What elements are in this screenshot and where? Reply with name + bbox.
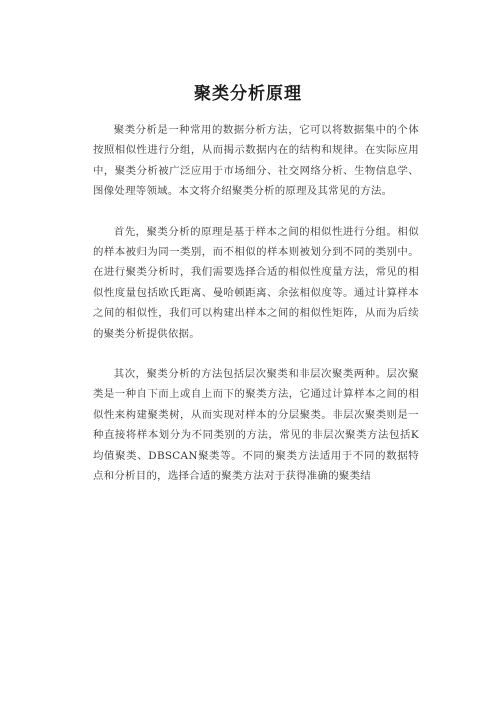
document-body [93, 120, 419, 507]
paragraph-principle: 首先，聚类分析的原理是基于样本之间的相似性进行分组。相似的样本被归为同一类别，而不相似的样本则被划分到不同的类别中。在进行聚类分析时，我们需要选择合适的相似性度量方法，常见的相似性度量包括欧氏距离、曼哈顿距离、余弦相似度等。通过计算样本之间的相似性，我们可以构建出样本之间的相似性矩阵，从而为后续的聚类分析提供依据。 [93, 225, 419, 340]
paragraph-methods: 其次，聚类分析的方法包括层次聚类和非层次聚类两种。层次聚类是一种自下而上或自上而下的聚类方法，它通过计算样本之间的相似性来构建聚类树，从而实现对样本的分层聚类。非层次聚类则是一种直接将样本划分为不同类别的方法，常见的非层次聚类方法包括K均值聚类、DBSCAN聚类等。不同的聚类方法适用于不同的数据特点和分析目的，选择合适的聚类方法对于获得准确的聚类结 [93, 368, 419, 483]
paragraph-intro: 聚类分析是一种常用的数据分析方法，它可以将数据集中的个体按照相似性进行分组，从而揭示数据内在的结构和规律。在实际应用中，聚类分析被广泛应用于市场细分、社交网络分析、生物信息学、图像处理等领域。本文将介绍聚类分析的原理及其常见的方法。 [93, 124, 419, 198]
document-title: 聚类分析原理 [194, 84, 302, 104]
